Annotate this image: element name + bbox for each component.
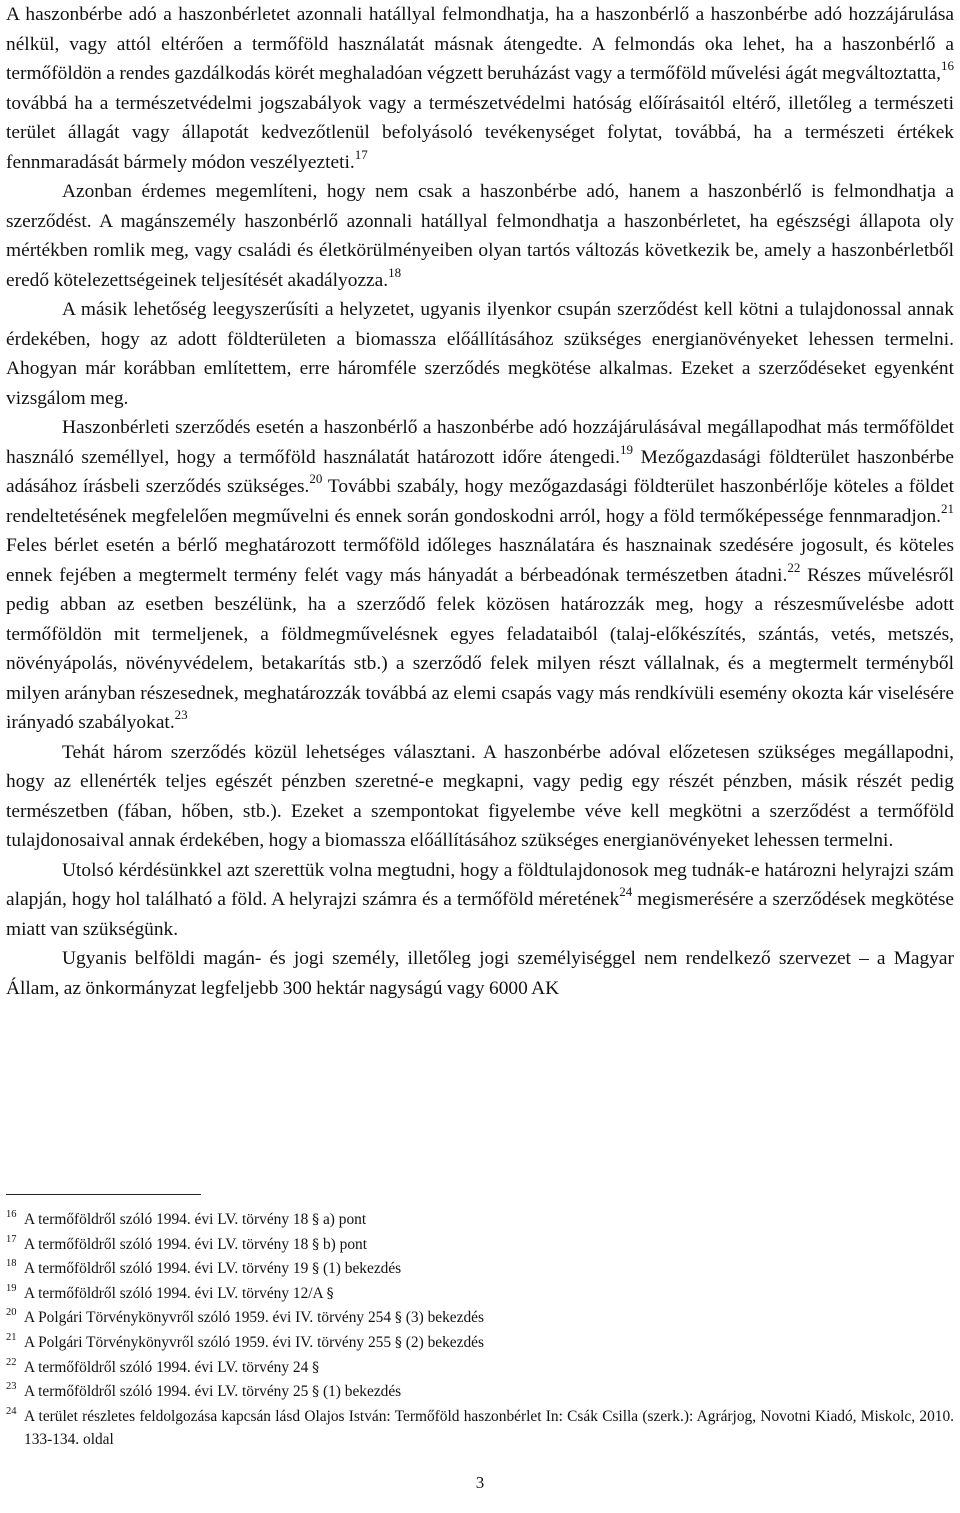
footnote-citation-tail: (3) bekezdés [401, 1309, 484, 1327]
footnote-citation: A Polgári Törvénykönyvről szóló 1959. évi IV. törvény 254 [24, 1309, 395, 1327]
footnote-number: 24 [6, 1405, 17, 1417]
paragraph [6, 944, 954, 1003]
footnote-reference[interactable]: 23 [174, 707, 188, 722]
footnote-reference[interactable]: 24 [619, 884, 633, 899]
section-sign: § [312, 1359, 320, 1376]
footnote [6, 1380, 954, 1405]
footnote-text [24, 1380, 954, 1405]
footnote-text [24, 1257, 954, 1282]
footnote [6, 1257, 954, 1282]
footnote-citation: A termőföldről szóló 1994. évi LV. törvény 25 [24, 1383, 313, 1401]
footnote-text [24, 1356, 954, 1381]
footnote [6, 1306, 954, 1331]
footnote-number: 21 [6, 1331, 17, 1343]
footnote-number: 16 [6, 1209, 17, 1220]
paragraph-text: Ugyanis belföldi magán- és jogi személy, illetőleg jogi személyiséggel nem rendelkező szervezet – a Magyar Állam, az önkormányzat legfeljebb 300 hektár nagyságú vagy 6000 AK [6, 948, 954, 999]
section-sign: § [312, 1384, 320, 1401]
footnote-text [24, 1282, 954, 1307]
paragraph-text: Mezőgazdasági földterület haszonbérbe adásához írásbeli szerződés szükséges. [6, 446, 955, 497]
paragraph-text: A másik lehetőség leegyszerűsíti a helyzetet, ugyanis ilyenkor csupán szerződést kell kötni a tulajdonossal annak érdekében, hogy az adott földterületen a biomassza előállításához szükséges energianövényeket lehessen termelni. Ahogyan már korábban említettem, erre háromféle szerződés megkötése alkalmas. Ezeket a szerződéseket egyenként vizsgálom meg. [6, 299, 954, 409]
footnote-reference[interactable]: 17 [354, 146, 368, 162]
paragraph [6, 295, 954, 413]
paragraph-text: Azonban érdemes megemlíteni, hogy nem csak a haszonbérbe adó, hanem a haszonbérlő is felmondhatja a szerződést. A magánszemély haszonbérlő azonnali hatállyal felmondhatja a haszonbérletet, ha egészségi állapota oly mértékben romlik meg, vagy családi és életkörülményeiben olyan tartós változás következik be, amely a haszonbérletből eredő kötelezettségeinek teljesítését akadályozza. [6, 181, 954, 291]
paragraph-text: Feles bérlet esetén a bérlő meghatározott termőföld időleges használatára és hasznainak szedésére jogosult, és köteles ennek fejében a megtermelt termény felét vagy más hányadát a bérbeadónak természetben átadni. [6, 535, 954, 586]
paragraph [6, 738, 954, 856]
paragraph-text: Részes művelésről pedig abban az esetben beszélünk, ha a szerződő felek közösen határozzák meg, hogy a részesművelésbe adott termőföldön mit termeljenek, a földmegművelésnek egyes feladataiból (talaj-előkészítés, szántás, vetés, metszés, növényápolás, növényvédelem, betakarítás stb.) a szerződő felek milyen részt vállalnak, és a megtermelt terményből milyen arányban részesednek, meghatározzák továbbá az elemi csapás vagy más rendkívüli esemény okozta kár viselésére irányadó szabályokat. [6, 564, 954, 733]
footnote-text [24, 1233, 954, 1258]
page-number: 3 [475, 1473, 485, 1492]
footnote-citation-tail: a) pont [319, 1211, 367, 1228]
paragraph-text: megismerésére a szerződések megkötése miatt van szükségünk. [6, 889, 954, 940]
paragraph-text: Tehát három szerződés közül lehetséges választani. A haszonbérbe adóval előzetesen szükséges megállapodni, hogy az ellenérték teljes egészét pénzben szeretné-e megkapni, vagy pedig egy részét pénzben, másik részét pedig természetben (fában, hőben, stb.). Ezeket a szempontokat figyelembe véve kell megkötni a szerződést a termőföld tulajdonosaival annak érdekében, hogy a biomassza előállításához szükséges energianövényeket lehessen termelni. [6, 741, 954, 851]
footnote-citation: A termőföldről szóló 1994. évi LV. törvény 19 [24, 1260, 313, 1278]
section-sign: § [394, 1334, 402, 1351]
paragraph-text: További szabály, hogy mezőgazdasági földterület haszonbérlője köteles a földet rendeltetésének megfelelően megművelni és ennek során gondoskodni arról, hogy a föld termőképessége fennmaradjon. [6, 476, 954, 527]
footnote-number: 17 [6, 1233, 17, 1245]
footnote-citation: A terület részletes feldolgozása kapcsán lásd Olajos István: Termőföld haszonbérlet In: Csák Csilla (szerk.): Agrárjog, Novotni Kiadó, Miskolc, 2010. 133-134. oldal [24, 1407, 954, 1449]
footnote-reference[interactable]: 21 [941, 500, 954, 516]
footnote-citation-tail: (1) bekezdés [319, 1260, 402, 1278]
paragraph-text: Utolsó kérdésünkkel azt szerettük volna megtudni, hogy a földtulajdonosok meg tudnák-e határozni helyrajzi szám alapján, hogy hol található a föld. A helyrajzi számra és a termőföld méretének [6, 859, 954, 910]
paragraph-text: Haszonbérleti szerződés esetén a haszonbérlő a haszonbérbe adó hozzájárulásával megállapodhat más termőföldet használó személlyel, hogy a termőföld használatát határozott időre átengedi. [6, 417, 954, 468]
section-sign: § [394, 1310, 402, 1327]
footnote [6, 1208, 954, 1233]
footnotes [6, 1208, 954, 1453]
footnote-citation: A termőföldről szóló 1994. évi LV. törvény 24 [24, 1358, 313, 1376]
paragraph-text: A haszonbérbe adó a haszonbérletet azonnali hatállyal felmondhatja, ha a haszonbérlő a haszonbérbe adó hozzájárulása nélkül, vagy attól eltérően a termőföld használatát másnak átengedte. A felmondás oka lehet, ha a haszonbérlő a termőföldön a rendes gazdálkodás körét meghaladóan végzett beruházást vagy a termőföld művelési ágát megváltoztatta, [6, 4, 954, 84]
footnote [6, 1233, 954, 1258]
footnote-text [24, 1306, 954, 1331]
footnote-citation: A termőföldről szóló 1994. évi LV. törvény 12/A [24, 1284, 327, 1302]
footnote-text [24, 1208, 954, 1233]
paragraph [6, 856, 954, 945]
footnote-number: 18 [6, 1258, 17, 1270]
footnote-number: 22 [6, 1356, 17, 1368]
footnote-reference[interactable]: 18 [388, 264, 402, 280]
footnote-number: 20 [6, 1307, 17, 1319]
footnote-reference[interactable]: 22 [787, 559, 801, 575]
section-sign: § [312, 1212, 320, 1228]
footnote-number: 23 [6, 1381, 17, 1393]
footnote [6, 1282, 954, 1307]
footnote [6, 1405, 954, 1453]
body-text [6, 0, 954, 1003]
section-sign: § [312, 1236, 320, 1253]
section-sign: § [312, 1261, 320, 1278]
footnote-citation-tail: b) pont [319, 1235, 368, 1253]
footnote-citation: A termőföldről szóló 1994. évi LV. törvény 18 [24, 1211, 313, 1228]
paragraph-text: továbbá ha a természetvédelmi jogszabályok vagy a természetvédelmi hatóság előírásaitól eltérő, illetőleg a természeti terület állagát vagy állapotát kedvezőtlenül befolyásoló tevékenységet folytat, továbbá, ha a természeti értékek fennmaradását bármely módon veszélyezteti. [6, 92, 954, 173]
paragraph [6, 413, 954, 738]
footnote-separator [6, 1194, 201, 1195]
section-sign: § [326, 1285, 334, 1302]
paragraph [6, 177, 954, 295]
footnote-citation: A termőföldről szóló 1994. évi LV. törvény 18 [24, 1235, 313, 1253]
paragraph [6, 0, 954, 177]
footnote-text [24, 1331, 954, 1356]
footnote-citation-tail: (2) bekezdés [401, 1333, 484, 1351]
footnote [6, 1356, 954, 1381]
footnote-citation-tail: (1) bekezdés [319, 1383, 402, 1401]
footnote-reference[interactable]: 16 [941, 58, 954, 73]
footnote-number: 19 [6, 1282, 17, 1294]
footnote-reference[interactable]: 19 [620, 441, 634, 457]
footnote [6, 1331, 954, 1356]
footnote-text [24, 1405, 954, 1453]
document-page [6, 0, 954, 1513]
footnote-reference[interactable]: 20 [309, 471, 323, 486]
footnote-citation: A Polgári Törvénykönyvről szóló 1959. évi IV. törvény 255 [24, 1333, 395, 1351]
